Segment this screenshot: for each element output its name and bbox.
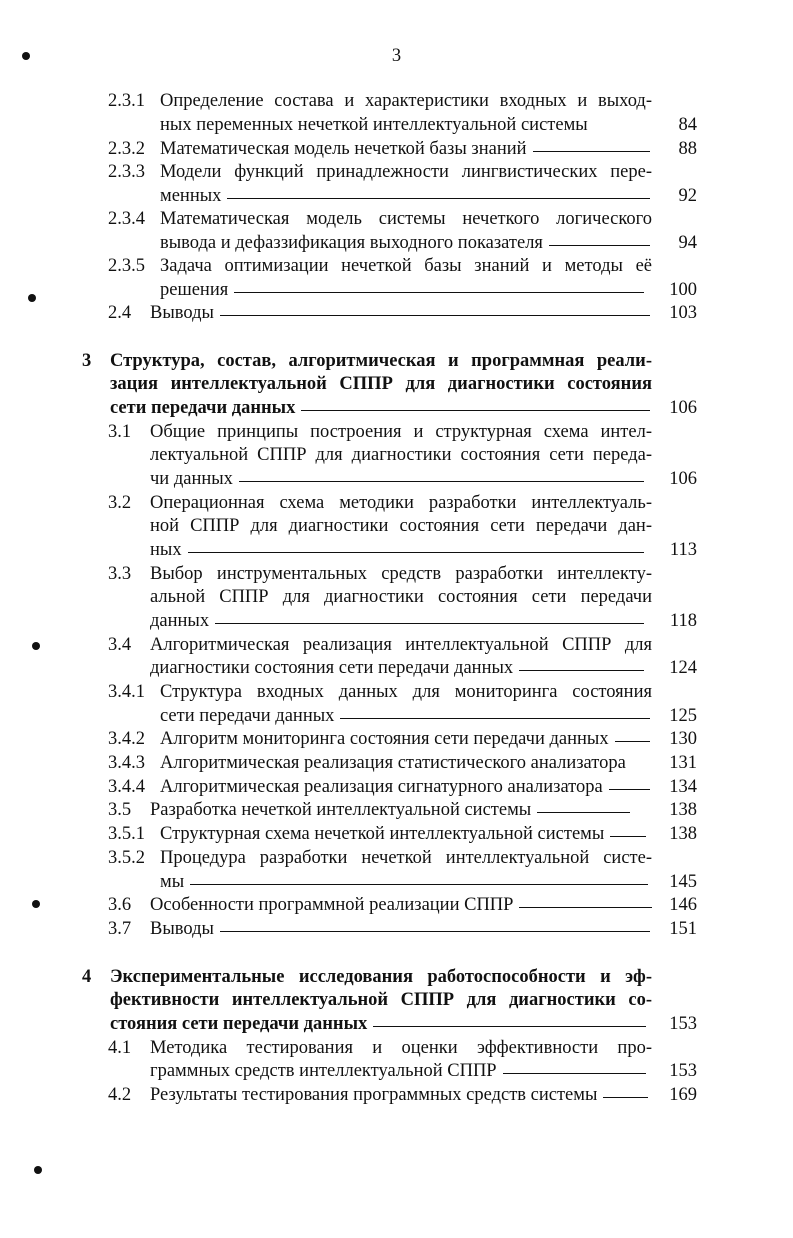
entry-title: Общие принципы построения и структурная схема интел- — [150, 422, 652, 442]
chapter-title: Экспериментальные исследования работоспособности и эф- — [110, 967, 652, 987]
page-number: 3 — [391, 46, 402, 66]
leader-line — [215, 623, 644, 624]
entry-number: 3.4.4 — [108, 777, 145, 797]
leader-line — [373, 1026, 646, 1027]
entry-line — [150, 467, 644, 491]
entry-title-cont: сети передачи данных — [160, 706, 335, 726]
entry-title: Выбор инструментальных средств разработки интеллекту- — [150, 564, 652, 584]
leader-line — [615, 741, 650, 742]
leader-line — [220, 315, 650, 316]
entry-line — [150, 538, 644, 562]
entry-number: 4.2 — [108, 1085, 132, 1105]
entry-page: 146 — [669, 895, 697, 915]
entry-page: 131 — [669, 753, 697, 773]
entry-number: 3.4 — [108, 635, 132, 655]
entry-page: 134 — [669, 777, 697, 797]
entry-number: 3.3 — [108, 564, 132, 584]
entry-title: Структура входных данных для мониторинга состояния — [160, 682, 652, 702]
entry-page: 84 — [678, 115, 697, 135]
entry-page: 138 — [669, 824, 697, 844]
entry-page: 100 — [669, 280, 697, 300]
entry-line — [150, 609, 644, 633]
entry-line — [160, 704, 650, 728]
entry-title: Результаты тестирования программных средств системы — [150, 1085, 598, 1105]
entry-page: 113 — [669, 540, 697, 560]
entry-page: 88 — [678, 139, 697, 159]
leader-line — [537, 812, 630, 813]
entry-title: Модели функций принадлежности лингвистических пере- — [160, 162, 652, 182]
entry-title: Задача оптимизации нечеткой базы знаний и методы её — [160, 256, 652, 276]
entry-line — [150, 301, 650, 325]
entry-title-cont: граммных средств интеллектуальной СППР — [150, 1061, 497, 1081]
entry-title: Методика тестирования и оценки эффективности про- — [150, 1038, 652, 1058]
entry-title: Выводы — [150, 919, 214, 939]
leader-line — [239, 481, 644, 482]
leader-line — [519, 670, 644, 671]
leader-line — [533, 151, 650, 152]
entry-page: 169 — [669, 1085, 697, 1105]
entry-title-cont: ных — [150, 540, 182, 560]
entry-title: Алгоритмическая реализация сигнатурного анализатора — [160, 777, 603, 797]
entry-title: Операционная схема методики разработки интеллектуаль- — [150, 493, 652, 513]
entry-line — [160, 822, 646, 846]
entry-title-cont: диагностики состояния сети передачи данных — [150, 658, 514, 678]
entry-title: Структурная схема нечеткой интеллектуальной системы — [160, 824, 605, 844]
entry-page: 153 — [669, 1061, 697, 1081]
entry-number: 3.5.1 — [108, 824, 145, 844]
chapter-number: 4 — [82, 967, 92, 987]
entry-number: 3.4.2 — [108, 729, 145, 749]
entry-number: 2.4 — [108, 303, 132, 323]
entry-page: 145 — [669, 872, 697, 892]
entry-title: Алгоритмическая реализация интеллектуальной СППР для — [150, 635, 652, 655]
chapter-line — [110, 1012, 646, 1036]
entry-number: 3.5.2 — [108, 848, 145, 868]
chapter-number: 3 — [82, 351, 92, 371]
chapter-page: 106 — [669, 398, 697, 418]
entry-line — [150, 798, 630, 822]
entry-line — [150, 1083, 648, 1107]
margin-dot — [28, 294, 36, 302]
entry-title-cont: ной СППР для диагностики состояния сети передачи дан- — [150, 516, 652, 536]
entry-line — [160, 231, 650, 255]
entry-title: Алгоритмическая реализация статистического анализатора — [160, 753, 626, 773]
entry-page: 125 — [669, 706, 697, 726]
leader-line — [227, 198, 650, 199]
entry-page: 138 — [669, 800, 697, 820]
margin-dot — [32, 642, 40, 650]
chapter-title-cont: зация интеллектуальной СППР для диагностики состояния — [110, 374, 652, 394]
entry-line — [150, 656, 644, 680]
entry-page: 151 — [669, 919, 697, 939]
chapter-title: Структура, состав, алгоритмическая и программная реали- — [110, 351, 652, 371]
leader-line — [234, 292, 644, 293]
leader-line — [220, 931, 650, 932]
entry-title: Алгоритм мониторинга состояния сети передачи данных — [160, 729, 609, 749]
entry-page: 124 — [669, 658, 697, 678]
margin-dot — [34, 1166, 42, 1174]
entry-title-cont: альной СППР для диагностики состояния сети передачи — [150, 587, 652, 607]
leader-line — [549, 245, 650, 246]
entry-line — [150, 1059, 646, 1083]
entry-line — [160, 137, 650, 161]
entry-number: 3.4.1 — [108, 682, 145, 702]
entry-line — [150, 893, 652, 917]
entry-number: 2.3.5 — [108, 256, 145, 276]
entry-line — [160, 870, 648, 894]
chapter-line — [110, 396, 650, 420]
entry-line — [150, 917, 650, 941]
leader-line — [609, 789, 650, 790]
entry-number: 3.2 — [108, 493, 132, 513]
margin-dot — [22, 52, 30, 60]
entry-title: Процедура разработки нечеткой интеллектуальной систе- — [160, 848, 652, 868]
leader-line — [301, 410, 650, 411]
leader-line — [190, 884, 648, 885]
chapter-title-cont: фективности интеллектуальной СППР для диагностики со- — [110, 990, 652, 1010]
entry-number: 3.1 — [108, 422, 132, 442]
entry-title-cont: данных — [150, 611, 210, 631]
leader-line — [603, 1097, 648, 1098]
entry-page: 130 — [669, 729, 697, 749]
entry-number: 2.3.4 — [108, 209, 145, 229]
entry-line — [160, 184, 650, 208]
entry-title-cont: ных переменных нечеткой интеллектуальной системы — [160, 115, 588, 135]
entry-number: 2.3.3 — [108, 162, 145, 182]
entry-page: 103 — [669, 303, 697, 323]
entry-page: 118 — [669, 611, 697, 631]
margin-dot — [32, 900, 40, 908]
entry-title: Математическая модель нечеткой базы знаний — [160, 139, 527, 159]
entry-title: Разработка нечеткой интеллектуальной системы — [150, 800, 532, 820]
entry-title-cont: лектуальной СППР для диагностики состояния сети переда- — [150, 445, 652, 465]
entry-page: 94 — [678, 233, 697, 253]
chapter-page: 153 — [669, 1014, 697, 1034]
entry-title-cont: чи данных — [150, 469, 233, 489]
entry-title-cont: мы — [160, 872, 185, 892]
entry-page: 92 — [678, 186, 697, 206]
entry-line — [160, 278, 644, 302]
entry-line — [160, 727, 650, 751]
leader-line — [340, 718, 650, 719]
leader-line — [188, 552, 644, 553]
entry-title: Определение состава и характеристики входных и выход- — [160, 91, 652, 111]
entry-title-cont: вывода и дефаззификация выходного показателя — [160, 233, 543, 253]
entry-number: 4.1 — [108, 1038, 132, 1058]
leader-line — [519, 907, 652, 908]
entry-title-cont: менных — [160, 186, 222, 206]
entry-title: Математическая модель системы нечеткого логического — [160, 209, 652, 229]
entry-number: 2.3.2 — [108, 139, 145, 159]
entry-number: 3.4.3 — [108, 753, 145, 773]
entry-title: Особенности программной реализации СППР — [150, 895, 514, 915]
entry-title: Выводы — [150, 303, 214, 323]
entry-number: 3.6 — [108, 895, 132, 915]
entry-page: 106 — [669, 469, 697, 489]
leader-line — [610, 836, 646, 837]
entry-number: 2.3.1 — [108, 91, 145, 111]
entry-line — [160, 775, 650, 799]
entry-number: 3.7 — [108, 919, 132, 939]
entry-title-cont: решения — [160, 280, 229, 300]
entry-number: 3.5 — [108, 800, 132, 820]
leader-line — [503, 1073, 646, 1074]
chapter-title-cont: сети передачи данных — [110, 398, 296, 418]
chapter-title-cont: стояния сети передачи данных — [110, 1014, 368, 1034]
